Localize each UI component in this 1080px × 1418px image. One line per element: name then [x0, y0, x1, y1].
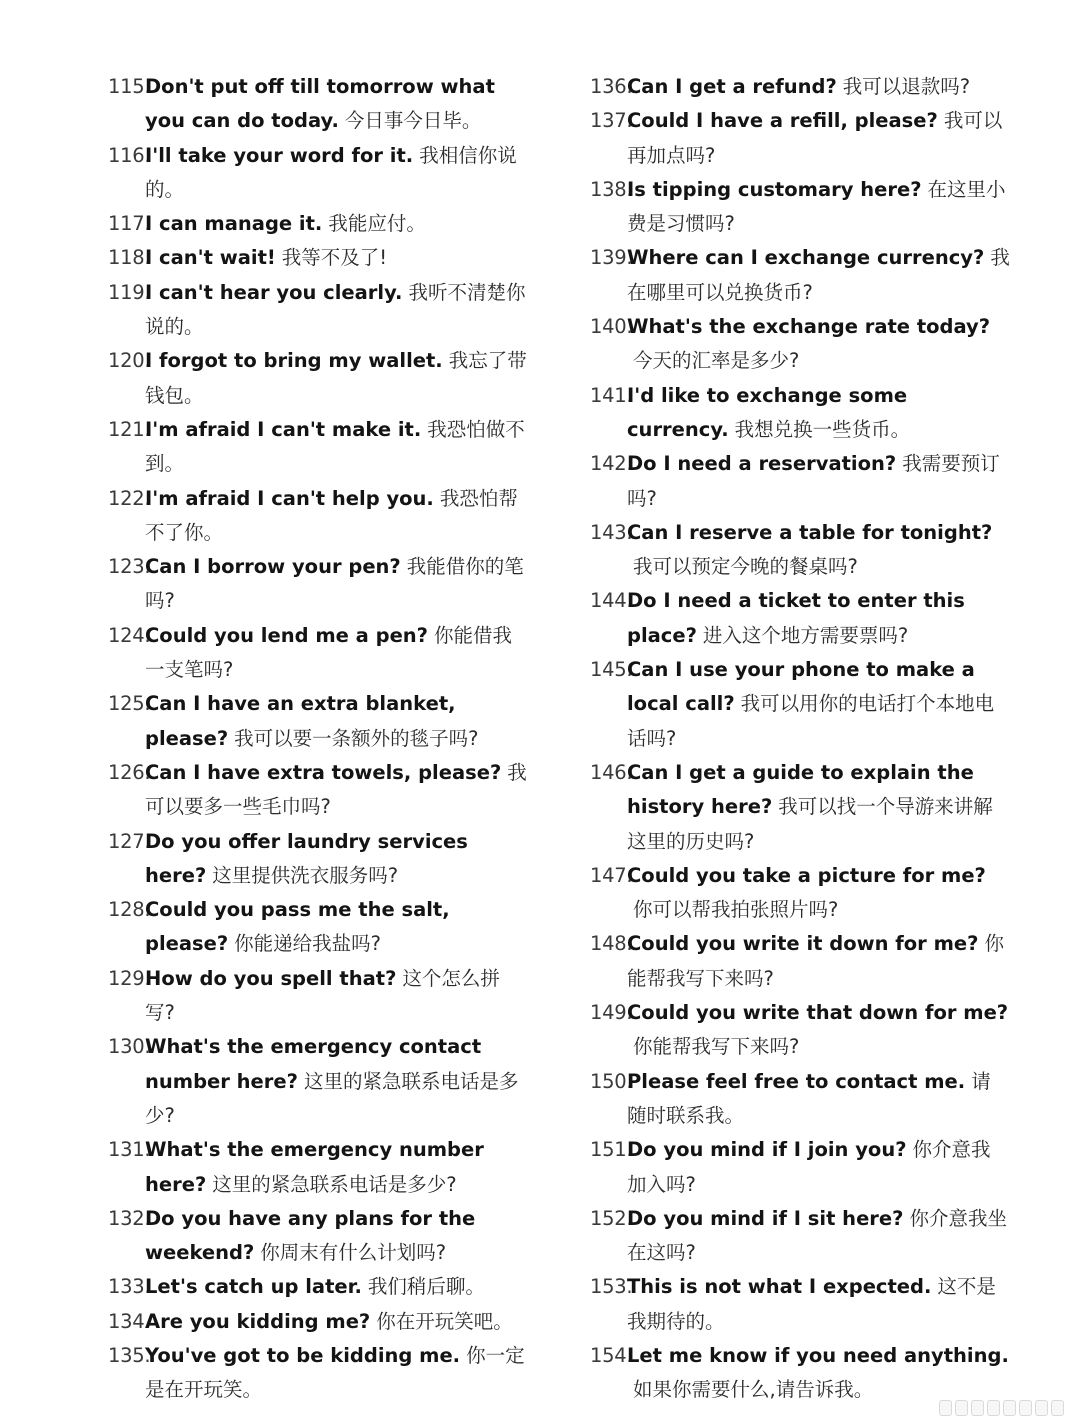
phrase-chinese: 这里的紧急联系电话是多少?: [212, 1172, 457, 1196]
phrase-english: Can I reserve a table for tonight?: [627, 520, 993, 544]
phrase-text: [144, 893, 528, 962]
phrase-english: I can't hear you clearly.: [145, 280, 403, 304]
phrase-entry: [590, 927, 1010, 996]
phrase-chinese: 你一定是在开玩笑。: [145, 1343, 525, 1402]
phrase-chinese: 我能应付。: [328, 212, 426, 236]
phrase-number: 143.: [590, 520, 633, 544]
phrase-english: Can I get a guide to explain the history here?: [627, 760, 974, 819]
phrase-chinese: 你周末有什么计划吗?: [260, 1241, 447, 1265]
phrase-text: [626, 310, 1010, 379]
phrase-entry: [108, 139, 528, 208]
phrase-english: Can I have extra towels, please?: [145, 760, 502, 784]
phrase-text: [626, 1270, 1010, 1339]
phrase-chinese: 我可以用你的电话打个本地电话吗?: [627, 692, 995, 750]
phrase-chinese: 我恐怕帮不了你。: [145, 486, 518, 544]
phrase-number: 119.: [108, 280, 151, 304]
phrase-chinese: 我们稍后聊。: [367, 1275, 485, 1299]
phrase-entry: [108, 825, 528, 894]
phrase-entry: [590, 104, 1010, 173]
phrase-text: [626, 756, 1010, 859]
phrase-text: [626, 70, 1010, 104]
phrase-text: [626, 653, 1010, 756]
phrase-text: [626, 173, 1010, 242]
phrase-number: 154.: [590, 1343, 633, 1367]
phrase-chinese: 我可以预定今晚的餐桌吗?: [633, 555, 858, 579]
phrase-chinese: 今天的汇率是多少?: [633, 349, 800, 373]
phrase-text: [144, 241, 528, 275]
phrase-text: [144, 1030, 528, 1133]
phrase-text: [626, 1065, 1010, 1134]
phrase-entry: [108, 482, 528, 551]
phrase-number: 132.: [108, 1206, 151, 1230]
phrase-english: I can manage it.: [145, 212, 323, 236]
phrase-english: This is not what I expected.: [627, 1275, 932, 1299]
watermark-glyph: [987, 1400, 1000, 1416]
phrase-chinese: 在这里小费是习惯吗?: [627, 177, 1006, 236]
phrase-english: Could you take a picture for me?: [627, 863, 986, 887]
phrase-english: Are you kidding me?: [145, 1309, 371, 1333]
phrase-entry: [590, 859, 1010, 928]
phrase-english: Do you offer laundry services here?: [145, 829, 468, 887]
phrase-english: Could you write that down for me?: [627, 1001, 1009, 1025]
phrase-text: [144, 1133, 528, 1202]
phrase-chinese: 这里的紧急联系电话是多少?: [145, 1069, 519, 1127]
phrase-chinese: 我听不清楚你说的。: [145, 280, 526, 339]
phrase-text: [626, 859, 1010, 928]
phrase-text: [626, 241, 1010, 310]
phrase-number: 116.: [108, 143, 151, 167]
phrase-text: [144, 1339, 528, 1408]
phrase-number: 118.: [108, 246, 151, 270]
phrase-entry: [590, 379, 1010, 448]
phrase-number: 146.: [590, 760, 633, 784]
phrase-entry: [108, 1305, 528, 1339]
phrase-entry: [108, 1030, 528, 1133]
phrase-number: 123.: [108, 555, 151, 579]
phrase-column-right: [590, 70, 1010, 1408]
phrase-entry: [590, 516, 1010, 585]
phrase-entry: [108, 207, 528, 241]
phrase-english: Could you pass me the salt, please?: [145, 898, 450, 956]
phrase-entry: [590, 70, 1010, 104]
phrase-english: Don't put off till tomorrow what you can do today.: [145, 75, 495, 133]
phrase-english: Let me know if you need anything.: [627, 1343, 1009, 1367]
phrase-english: I'm afraid I can't help you.: [145, 486, 434, 510]
phrase-entry: [590, 1065, 1010, 1134]
phrase-chinese: 我可以再加点吗?: [627, 109, 1003, 167]
phrase-entry: [108, 756, 528, 825]
phrase-text: [626, 1202, 1010, 1271]
phrase-number: 129.: [108, 966, 151, 990]
phrase-english: Do I need a ticket to enter this place?: [627, 589, 965, 647]
phrase-number: 153.: [590, 1275, 633, 1299]
phrase-number: 115.: [108, 75, 151, 98]
phrase-text: [144, 1202, 528, 1271]
phrase-chinese: 你能借我一支笔吗?: [145, 623, 513, 682]
phrase-number: 125.: [108, 692, 151, 716]
phrase-chinese: 如果你需要什么,请告诉我。: [633, 1378, 874, 1402]
phrase-number: 152.: [590, 1206, 633, 1230]
phrase-chinese: 我恐怕做不到。: [145, 417, 525, 476]
watermark-glyph: [1035, 1400, 1048, 1416]
phrase-entry: [590, 1133, 1010, 1202]
watermark-glyph: [1019, 1400, 1032, 1416]
phrase-entry: [108, 962, 528, 1031]
phrase-entry: [108, 893, 528, 962]
phrase-number: 137.: [590, 109, 633, 133]
phrase-entry: [108, 70, 528, 139]
phrase-chinese: 请随时联系我。: [627, 1069, 991, 1127]
phrase-text: [144, 756, 528, 825]
phrase-text: [144, 70, 528, 139]
phrase-number: 151.: [590, 1138, 633, 1162]
phrase-number: 122.: [108, 486, 151, 510]
phrase-chinese: 你介意我坐在这吗?: [627, 1206, 1007, 1265]
phrase-chinese: 进入这个地方需要票吗?: [702, 623, 909, 647]
phrase-english: Do you mind if I join you?: [627, 1138, 907, 1162]
phrase-text: [144, 413, 528, 482]
phrase-number: 136.: [590, 75, 633, 98]
phrase-chinese: 我可以退款吗?: [842, 75, 971, 98]
phrase-chinese: 这里提供洗衣服务吗?: [212, 863, 399, 887]
phrase-entry: [590, 241, 1010, 310]
phrase-chinese: 这个怎么拼写?: [145, 966, 500, 1025]
phrase-number: 144.: [590, 589, 633, 613]
phrase-english: What's the exchange rate today?: [627, 315, 991, 339]
watermark-glyph: [955, 1400, 968, 1416]
phrase-entry: [108, 1133, 528, 1202]
phrase-english: What's the emergency number here?: [145, 1138, 484, 1196]
phrase-english: I'm afraid I can't make it.: [145, 417, 422, 441]
phrase-text: [144, 1270, 528, 1304]
phrase-entry: [590, 653, 1010, 756]
phrase-chinese: 你能帮我写下来吗?: [627, 932, 1004, 990]
phrase-text: [626, 516, 1010, 585]
phrase-english: Do I need a reservation?: [627, 452, 897, 476]
phrase-chinese: 这不是我期待的。: [627, 1275, 996, 1333]
phrase-english: You've got to be kidding me.: [145, 1343, 461, 1367]
phrase-english: Is tipping customary here?: [627, 177, 922, 201]
phrase-english: Please feel free to contact me.: [627, 1069, 966, 1093]
watermark-logo: [939, 1400, 1064, 1414]
phrase-number: 150.: [590, 1069, 633, 1093]
phrase-text: [144, 687, 528, 756]
phrase-entry: [108, 276, 528, 345]
phrase-text: [144, 207, 528, 241]
phrase-english: Do you have any plans for the weekend?: [145, 1206, 476, 1265]
phrase-chinese: 你介意我加入吗?: [627, 1138, 991, 1196]
phrase-entry: [590, 310, 1010, 379]
phrase-entry: [108, 241, 528, 275]
phrase-entry: [590, 447, 1010, 516]
phrase-text: [144, 962, 528, 1031]
phrase-english: Could you lend me a pen?: [145, 623, 428, 647]
phrase-number: 148.: [590, 932, 633, 956]
phrase-english: I'd like to exchange some currency.: [627, 383, 908, 441]
phrase-number: 130.: [108, 1035, 151, 1059]
phrase-chinese: 我相信你说的。: [145, 143, 517, 201]
phrase-entry: [590, 584, 1010, 653]
phrase-entry: [108, 1270, 528, 1304]
phrase-entry: [108, 619, 528, 688]
phrase-chinese: 我忘了带钱包。: [145, 349, 527, 407]
phrase-english: Let's catch up later.: [145, 1275, 362, 1299]
phrase-number: 127.: [108, 829, 151, 853]
phrase-number: 134.: [108, 1309, 151, 1333]
phrase-english: Where can I exchange currency?: [627, 246, 985, 270]
phrase-entry: [108, 687, 528, 756]
phrase-english: How do you spell that?: [145, 966, 397, 990]
phrase-number: 120.: [108, 349, 151, 373]
phrase-number: 140.: [590, 315, 633, 339]
phrase-text: [626, 1339, 1010, 1408]
phrase-english: Can I get a refund?: [627, 75, 837, 98]
phrase-chinese: 你能帮我写下来吗?: [633, 1035, 800, 1059]
phrase-text: [144, 550, 528, 619]
phrase-chinese: 我可以要多一些毛巾吗?: [145, 760, 527, 819]
phrase-chinese: 我可以找一个导游来讲解这里的历史吗?: [627, 795, 993, 853]
phrase-text: [144, 482, 528, 551]
phrase-chinese: 你在开玩笑吧。: [376, 1309, 513, 1333]
phrase-chinese: 我在哪里可以兑换货币?: [627, 246, 1010, 304]
phrase-entry: [590, 996, 1010, 1065]
phrase-english: Can I borrow your pen?: [145, 555, 401, 579]
phrase-number: 145.: [590, 658, 633, 682]
phrase-chinese: 今日事今日毕。: [344, 109, 482, 133]
phrase-number: 131.: [108, 1138, 151, 1162]
phrase-number: 126.: [108, 760, 151, 784]
phrase-number: 124.: [108, 623, 151, 647]
phrase-entry: [590, 1339, 1010, 1408]
phrase-english: I can't wait!: [145, 246, 276, 270]
phrase-english: Can I use your phone to make a local call?: [627, 658, 975, 716]
phrase-number: 121.: [108, 417, 151, 441]
phrase-entry: [108, 1339, 528, 1408]
phrase-entry: [108, 1202, 528, 1271]
phrase-number: 139.: [590, 246, 633, 270]
watermark-glyph: [1051, 1400, 1064, 1416]
phrase-text: [626, 584, 1010, 653]
phrase-number: 138.: [590, 177, 633, 201]
phrase-chinese: 我可以要一条额外的毯子吗?: [234, 726, 479, 750]
phrase-english: Could you write it down for me?: [627, 932, 979, 956]
phrase-number: 117.: [108, 212, 151, 236]
phrase-text: [144, 139, 528, 208]
phrase-number: 141.: [590, 383, 633, 407]
phrase-number: 149.: [590, 1001, 633, 1025]
phrase-text: [626, 379, 1010, 448]
watermark-glyph: [971, 1400, 984, 1416]
phrase-entry: [108, 413, 528, 482]
phrase-chinese: 你能递给我盐吗?: [234, 932, 382, 956]
phrase-text: [144, 1305, 528, 1339]
phrase-english: Could I have a refill, please?: [627, 109, 938, 133]
phrase-text: [626, 447, 1010, 516]
phrase-chinese: 我等不及了!: [281, 246, 388, 270]
phrase-text: [144, 276, 528, 345]
watermark-glyph: [939, 1400, 952, 1416]
phrase-text: [144, 825, 528, 894]
phrase-number: 135.: [108, 1343, 151, 1367]
phrase-english: I'll take your word for it.: [145, 143, 414, 167]
phrase-chinese: 我想兑换一些货币。: [734, 417, 911, 441]
phrase-text: [626, 927, 1010, 996]
phrase-number: 147.: [590, 863, 633, 887]
phrase-entry: [108, 550, 528, 619]
phrase-text: [626, 1133, 1010, 1202]
phrase-english: What's the emergency contact number here?: [145, 1035, 482, 1093]
phrase-text: [626, 996, 1010, 1065]
phrase-entry: [108, 344, 528, 413]
phrase-entry: [590, 1202, 1010, 1271]
phrase-number: 128.: [108, 898, 151, 922]
phrase-text: [626, 104, 1010, 173]
phrase-number: 142.: [590, 452, 633, 476]
phrase-text: [144, 344, 528, 413]
phrase-number: 133.: [108, 1275, 151, 1299]
watermark-glyph: [1003, 1400, 1016, 1416]
phrase-chinese: 我需要预订吗?: [627, 452, 1000, 510]
phrase-entry: [590, 173, 1010, 242]
phrase-chinese: 我能借你的笔吗?: [145, 555, 524, 613]
phrase-entry: [590, 756, 1010, 859]
phrase-english: Do you mind if I sit here?: [627, 1206, 904, 1230]
phrase-column-left: [108, 70, 528, 1408]
phrase-chinese: 你可以帮我拍张照片吗?: [633, 898, 839, 922]
phrase-entry: [590, 1270, 1010, 1339]
phrase-english: Can I have an extra blanket, please?: [145, 692, 456, 750]
phrase-text: [144, 619, 528, 688]
phrase-english: I forgot to bring my wallet.: [145, 349, 443, 373]
